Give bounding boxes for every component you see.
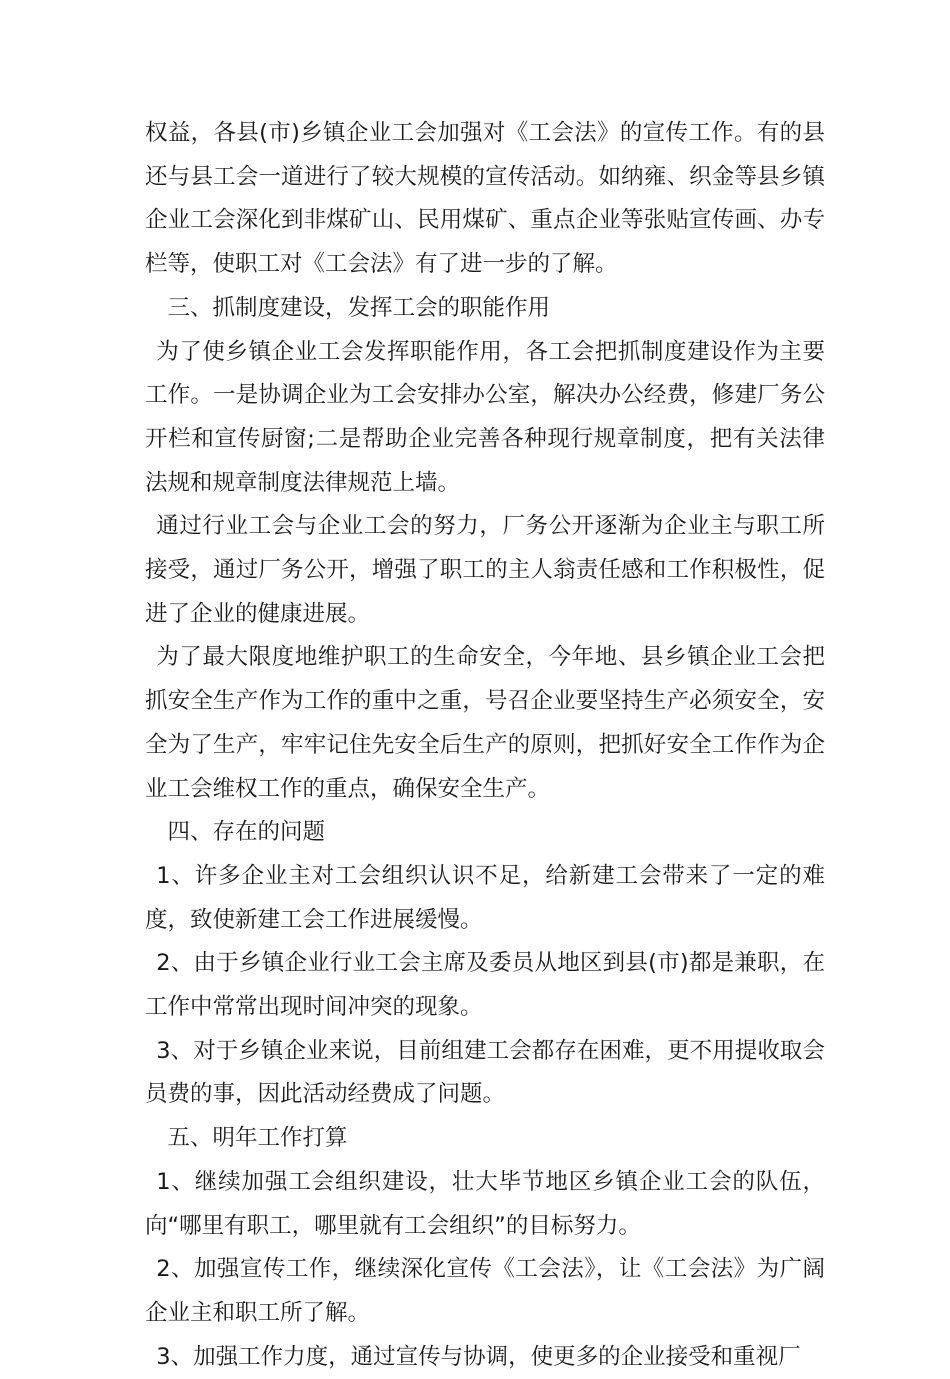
problem-item-2: 2、由于乡镇企业行业工会主席及委员从地区到县(市)都是兼职，在工作中常常出现时间冲突的现象。 xyxy=(145,950,825,1021)
problem-item-3: 3、对于乡镇企业来说，目前组建工会都存在困难，更不用提收取会员费的事，因此活动经费成了问题。 xyxy=(145,1037,825,1108)
document-body xyxy=(145,112,825,1379)
plan-item-2: 2、加强宣传工作，继续深化宣传《工会法》，让《工会法》为广阔企业主和职工所了解。 xyxy=(145,1256,825,1326)
paragraph-safety: 为了最大限度地维护职工的生命安全，今年地、县乡镇企业工会把抓安全生产作为工作的重中之重，号召企业要坚持生产必须安全，安全为了生产，牢牢记住先安全后生产的原则，把抓好安全工作作为企业工会维权工作的重点，确保安全生产。 xyxy=(145,644,825,802)
section-heading-four: 四、存在的问题 xyxy=(167,819,326,846)
section-heading-three: 三、抓制度建设，发挥工会的职能作用 xyxy=(167,294,551,321)
section-heading-five: 五、明年工作打算 xyxy=(167,1125,348,1152)
paragraph-publicity: 权益，各县(市)乡镇企业工会加强对《工会法》的宣传工作。有的县还与县工会一道进行了较大规模的宣传活动。如纳雍、织金等县乡镇企业工会深化到非煤矿山、民用煤矿、重点企业等张贴宣传画、办专栏等，使职工对《工会法》有了进一步的了解。 xyxy=(145,120,825,278)
plan-item-3: 3、加强工作力度，通过宣传与协调，使更多的企业接受和重视厂 xyxy=(156,1343,801,1370)
paragraph-system-building: 为了使乡镇企业工会发挥职能作用，各工会把抓制度建设作为主要工作。一是协调企业为工会安排办公室，解决办公经费，修建厂务公开栏和宣传厨窗;二是帮助企业完善各种现行规章制度，把有关法律法规和规章制度法律规范上墙。 xyxy=(145,338,825,496)
paragraph-factory-affairs: 通过行业工会与企业工会的努力，厂务公开逐渐为企业主与职工所接受，通过厂务公开，增强了职工的主人翁责任感和工作积极性，促进了企业的健康进展。 xyxy=(145,513,825,627)
plan-item-1: 1、继续加强工会组织建设，壮大毕节地区乡镇企业工会的队伍，向“哪里有职工，哪里就有工会组织”的目标努力。 xyxy=(145,1168,825,1239)
problem-item-1: 1、许多企业主对工会组织认识不足，给新建工会带来了一定的难度，致使新建工会工作进展缓慢。 xyxy=(145,862,825,933)
